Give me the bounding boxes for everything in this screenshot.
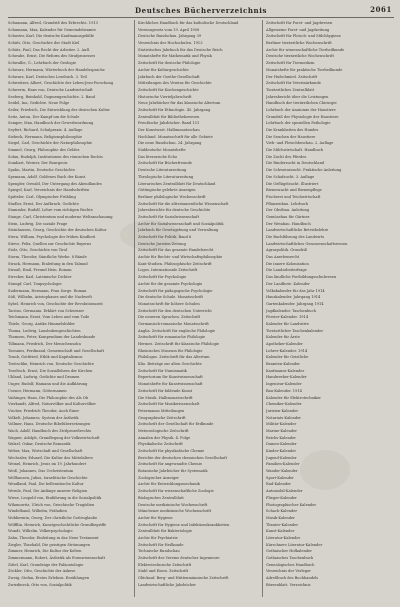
bibliography-entry: Weinel, Heinrich, Jesus im 19. Jahrhundert [8, 462, 87, 467]
bibliography-entry: Stumpf, Carl, Tonpsychologie [8, 281, 62, 286]
bibliography-entry: Vierkandt, Alfred, Naturvölker und Kulturvölker [8, 402, 96, 407]
bibliography-entry: Handbuch der tierärztlichen Chirurgie [266, 101, 337, 106]
bibliography-entry: Die deutsche Schule. Monatsschrift [138, 295, 203, 300]
bibliography-entry: Philologus. Zeitschrift für das Altertum [138, 355, 210, 360]
bibliography-entry: Lehrbuch der speziellen Pathologie [266, 121, 331, 126]
bibliography-entry: Zimmermann, Robert, Ästhetik als Formwissenschaft [8, 556, 106, 560]
bibliography-entry: Zeitschrift für bildende Kunst [138, 388, 193, 393]
bibliography-entry: Die Musik. Halbmonatsschrift [138, 395, 193, 400]
bibliography-entry: Wagner, Adolph, Grundlegung der Volkswirtschaft [8, 435, 100, 440]
bibliography-entry: Sombart, Werner, Der Bourgeois [8, 161, 68, 166]
bibliography-entry: Sybel, Heinrich von, Geschichte der Revolutionszeit [8, 301, 103, 306]
bibliography-entry: Zoologischer Anzeiger [138, 475, 179, 480]
bibliography-entry: Monatsschrift für höhere Schulen [138, 301, 200, 306]
bibliography-entry: Münchener medizinische Wochenschrift [138, 509, 212, 514]
bibliography-entry: Musik-Kalender [266, 515, 295, 520]
bibliography-entry: Zeitschrift für Kirchengeschichte [138, 87, 199, 92]
bibliography-entry: Jahresbericht über die Leistungen [266, 94, 329, 99]
bibliography-entry: Stahl und Eisen. Zeitschrift [138, 569, 189, 574]
bibliography-entry: Windelband, Wilhelm, Präludien [8, 509, 67, 514]
bibliography-entry: Kürschners Literatur-Kalender [266, 542, 323, 547]
bibliography-entry: Kirchliches Handbuch für das katholische Deutschland [138, 21, 239, 25]
bibliography-entry: Stern, William, Psychologie der frühen Kindheit [8, 235, 96, 239]
bibliography-entry: Stein, Ludwig, Die soziale Frage [8, 221, 68, 226]
bibliography-entry: Preußische Jahrbücher. Band 151 [138, 121, 200, 126]
bibliography-entry: Rad-Kalender [266, 482, 292, 487]
bibliography-entry: Siebeck, Hermann, Religionsphilosophie [8, 134, 82, 139]
bibliography-entry: Sport-Kalender [266, 475, 294, 480]
bibliography-entry: Wernle, Paul, Die Anfänge unserer Religion [8, 489, 88, 494]
bibliography-entry: Die Rinderzucht in Deutschland [266, 161, 325, 166]
bibliography-entry: Jahrbuch für Gesetzgebung und Verwaltung [138, 228, 219, 233]
bibliography-entry: Förster-Kalender. 1914 [266, 315, 309, 320]
column-right [266, 20, 394, 601]
column-separator [134, 20, 135, 597]
bibliography-entry: Schumann, Alfred, Grundriß des Erbrechts. 1913 [8, 21, 98, 25]
bibliography-entry: Zeitschrift für den deutschen Unterricht [138, 308, 212, 313]
bibliography-entry: Meteorologische Zeitschrift [138, 428, 189, 433]
bibliography-entry: Zeitschrift für Musikwissenschaft [138, 402, 200, 407]
bibliography-entry: Glückauf. Berg- und Hüttenmännische Zeitschrift [138, 576, 229, 581]
bibliography-entry: Siegel, Carl, Geschichte der Naturphilosophie [8, 141, 93, 146]
bibliography-entry: Schwabe, Ernst, Die Reform des Strafprozesses [8, 54, 96, 59]
bibliography-entry: Seeberg, Reinhold, Dogmengeschichte. 2. Band [8, 94, 96, 99]
bibliography-entry: Schwerin, Hans von, Deutsche Landwirtschaft [8, 87, 93, 92]
bibliography-entry: Juristen-Kalender [266, 408, 299, 413]
bibliography-entry: Die Schafzucht. 3. Auflage [266, 174, 315, 179]
bibliography-entry: Zeitschrift für Veterinärkunde [266, 81, 321, 86]
column-middle [138, 20, 262, 601]
bibliography-entry: Schweitzer, Albert, Geschichte der Leben-Jesu-Forschung [8, 81, 114, 86]
bibliography-entry: Deutsche tierärztliche Wochenschrift [266, 54, 334, 59]
bibliography-entry: Zeitschrift für Forst- und Jagdwesen [266, 21, 333, 25]
bibliography-entry: Die Geflügelzucht. Illustriert [266, 181, 319, 186]
bibliography-entry: Tierärztlicher Taschenkalender [266, 328, 324, 333]
bibliography-entry: Adreßbuch des Buchhandels [266, 576, 319, 581]
bibliography-entry: Kalender für Geistliche [266, 355, 309, 360]
bibliography-entry: Deutsche Juristen-Zeitung [138, 241, 186, 246]
bibliography-entry: Die neueren Sprachen. Zeitschrift [138, 315, 201, 320]
bibliography-entry: Süß, Wilhelm, Aristophanes und die Nachwelt [8, 295, 92, 300]
bibliography-entry: Reichs-Kalender [266, 435, 296, 440]
bibliography-entry: Handwerker-Kalender [266, 375, 307, 380]
bibliography-entry: Jugend-Kalender [266, 455, 297, 460]
bibliography-entry: Kant-Studien. Philosophische Zeitschrift [138, 261, 212, 266]
bibliography-entry: Wobbermin, Georg, Der christliche Gottesglaube [8, 515, 98, 520]
bibliography-entry: Zeitschrift für Heilkunde [138, 542, 184, 547]
bibliography-entry: Stolz, Otto, Geschichte von Tirol [8, 248, 68, 253]
bibliography-entry: Archiv für Psychiatrie [138, 535, 178, 540]
bibliography-entry: Seitz, Anton, Der Kampf um die Schule [8, 114, 80, 119]
bibliography-entry: Deutsche medizinische Wochenschrift [138, 502, 208, 507]
bibliography-entry: Archiv für die gesamte Psychologie [138, 281, 203, 286]
bibliography-entry: Zeitschrift für Sozialwissenschaft [138, 214, 200, 219]
bibliography-entry: Logos. Internationale Zeitschrift [138, 268, 198, 273]
bibliography-entry: Schwalbe, G., Lehrbuch der Geologie [8, 61, 77, 66]
bibliography-entry: Gothaisches Taschenbuch [266, 556, 314, 560]
bibliography-entry: Verzeichnis der Verleger [266, 569, 311, 574]
bibliography-entry: Notariats-Kalender [266, 415, 301, 420]
bibliography-entry: Sudermann, Hermann, Frau Sorge. Roman [8, 288, 87, 293]
bibliography-entry: Wander-Kalender [266, 469, 298, 474]
bibliography-entry: Archiv für Kulturgeschichte [138, 67, 189, 72]
header-rule [8, 17, 394, 18]
bibliography-entry: Die Landarbeiterfrage [266, 268, 307, 273]
bibliography-entry: Anglia. Zeitschrift für englische Philologie [138, 328, 216, 333]
bibliography-entry: Der Obstbau. Anleitung [266, 208, 310, 213]
bibliography-entry: Stadler, Ernst, Der Aufbruch. Gedichte [8, 201, 79, 206]
bibliography-entry: Bienenzucht und Bienenpflege [266, 188, 322, 193]
bibliography-entry: Neue Jahrbücher für das klassische Altertum [138, 101, 221, 106]
bibliography-entry: Zeitschrift für Bücherfreunde [138, 161, 193, 166]
bibliography-entry: Germanisch-romanische Monatsschrift [138, 321, 209, 326]
bibliography-entry: Kalender für Elektrotechniker [266, 395, 321, 400]
bibliography-entry: Zeitschrift für Fleisch- und Milchhygiene [266, 34, 341, 39]
bibliography-entry: Landwirtschaftliche Jahrbücher [138, 582, 196, 587]
bibliography-entry: Theater-Kalender [266, 522, 299, 527]
bibliography-entry: Beamten-Kalender [266, 362, 300, 367]
bibliography-entry: Familien-Kalender [266, 462, 300, 467]
bibliography-entry: Süddeutsche Monatshefte [138, 148, 186, 153]
bibliography-entry: Klio. Beiträge zur alten Geschichte [138, 362, 202, 367]
bibliography-entry: Deutsche Rundschau. Jahrgang 39 [138, 34, 202, 39]
bibliography-entry: Pflanzenbau. Lehrbuch [266, 201, 309, 206]
bibliography-entry: Literarisches Zentralblatt für Deutschland [138, 181, 216, 186]
bibliography-entry: Schwarz, Karl, Deutsches Lesebuch. 3. Teil [8, 74, 87, 79]
bibliography-entry: Spitteler, Carl, Olympischer Frühling [8, 194, 76, 199]
paper-stain [120, 220, 180, 250]
bibliography-entry: Usener, Hermann, Götternamen [8, 388, 67, 393]
bibliography-entry: Allgemeine Forst- und Jagdzeitung [266, 27, 330, 32]
bibliography-entry: Toennies, Ferdinand, Gemeinschaft und Gesellschaft [8, 348, 105, 353]
bibliography-entry: Vischer, Friedrich Theodor, Auch Einer [8, 408, 80, 413]
bibliography-entry: Zöckler, Otto, Geschichte der Askese [8, 569, 76, 574]
bibliography-entry: Zentralblatt für Bakteriologie [138, 529, 192, 534]
bibliography-entry: Zeitschrift für Politik. Band 6 [138, 235, 192, 239]
bibliography-entry: Genealogisches Handbuch [266, 562, 315, 567]
bibliography-entry: Thiele, Georg, Antike Himmelsbilder [8, 321, 75, 326]
bibliography-entry: Wundt, Wilhelm, Völkerpsychologie [8, 529, 73, 534]
bibliography-entry: Archiv für wissenschaftliche Tierheilkunde [266, 47, 345, 52]
column-left [8, 20, 132, 601]
bibliography-entry: Apotheker-Kalender [266, 342, 303, 346]
bibliography-entry: Petermanns Mitteilungen [138, 408, 185, 413]
bibliography-entry: Automobil-Kalender [266, 489, 303, 494]
bibliography-entry: Das ländliche Fortbildungsschulwesen [266, 275, 337, 280]
bibliography-entry: Gartenkalender. Jahrgang 1914 [266, 301, 324, 306]
bibliography-entry: Elektrotechnische Zeitschrift [138, 562, 192, 567]
bibliography-entry: Lehrbuch der Anatomie der Haustiere [266, 107, 336, 112]
bibliography-entry: Berliner philologische Wochenschrift [138, 194, 206, 199]
bibliography-entry: Wendland, Paul, Die hellenistische Kultur [8, 482, 84, 487]
bibliography-entry: Der Kunstwart. Halbmonatsschau [138, 128, 200, 132]
bibliography-entry: Volkelt, Johannes, System der Ästhetik [8, 415, 79, 420]
bibliography-entry: Die Buchführung des Landwirts [266, 235, 325, 239]
bibliography-entry: Archiv für Rechts- und Wirtschaftsphilosophie [138, 255, 223, 260]
bibliography-entry: Zeitschrift des Vereins deutscher Ingenieure [138, 556, 220, 560]
bibliography-entry: Botanische Jahrbücher für Systematik [138, 469, 208, 474]
bibliography-entry: Monatshefte für Kunstwissenschaft [138, 382, 203, 387]
bibliography-entry: Agrarpolitik. Grundriß [266, 248, 308, 253]
bibliography-entry: Hermes. Zeitschrift für klassische Philologie [138, 342, 220, 346]
bibliography-entry: Semper, Max, Handbuch der Gewerbeordnung [8, 121, 94, 126]
bibliography-entry: Marine-Kalender [266, 428, 297, 433]
bibliography-entry: Kalender für Landwirte [266, 321, 309, 326]
bibliography-entry: Traub, Gottfried, Ethik und Kapitalismus [8, 355, 83, 360]
bibliography-entry: Zeitschrift für angewandte Chemie [138, 462, 202, 467]
bibliography-entry: Wechssler, Eduard, Die Kultur des Mittelalters [8, 455, 93, 460]
bibliography-entry: Stange, Carl, Christentum und moderne Weltanschauung [8, 214, 113, 219]
bibliography-entry: Zeitschrift für wissenschaftliche Zoologie [138, 489, 214, 494]
bibliography-entry: Vollmer, Hans, Deutsche Bibelübersetzungen [8, 422, 91, 427]
bibliography-entry: Zeitschrift für die alttestamentliche Wissenschaft [138, 201, 229, 206]
bibliography-entry: Der Landbote. Kalender [266, 281, 310, 286]
bibliography-entry: Flieger-Kalender [266, 495, 297, 500]
bibliography-entry: Thoma, Ludwig, Lausbubengeschichten [8, 328, 81, 333]
bibliography-entry: Kinder-Kalender [266, 449, 297, 453]
bibliography-entry: Landwirtschaftliches Genossenschaftswesen [266, 241, 348, 246]
bibliography-entry: Vaihinger, Hans, Die Philosophie des Als Ob [8, 395, 89, 400]
bibliography-entry: Kaufmanns-Kalender [266, 368, 305, 373]
bibliography-entry: Wölfflin, Heinrich, Kunstgeschichtliche Grundbegriffe [8, 522, 107, 527]
bibliography-entry: Mitteilungen des Vereins für Geschichte [138, 81, 212, 86]
bibliography-entry: Strecker, Karl, Lateinische Dichter [8, 275, 72, 280]
bibliography-entry: Der Hufschmied. Zeitschrift [266, 74, 318, 79]
bibliography-entry: Treitschke, Heinrich von, Deutsche Geschichte [8, 362, 94, 367]
bibliography-entry: Monatshefte für Mathematik und Physik [138, 54, 212, 59]
bibliography-entry: Der Weinbau. Handbuch [266, 221, 311, 226]
bibliography-entry: Verzeichnis der Hochschulen. 1913 [138, 41, 203, 46]
bibliography-entry: Die Seuchen der Haustiere [266, 134, 316, 139]
bibliography-entry: Zeitschrift für pädagogische Psychologie [138, 288, 213, 293]
bibliography-entry: Wach, Adolf, Handbuch des Zivilprozeßrechts [8, 428, 92, 433]
bibliography-entry: Schach-Kalender [266, 509, 298, 514]
bibliography-entry: Zeitschrift für Numismatik [138, 368, 187, 373]
bibliography-entry: Teichmann, Ernst, Vom Leben und vom Tode [8, 315, 90, 320]
bibliography-entry: Vieh- und Fleischbeschau. 2. Auflage [266, 141, 334, 146]
bibliography-entry: Die Schweinezucht. Praktische Anleitung [266, 168, 342, 173]
bibliography-entry: Biologisches Zentralblatt [138, 495, 184, 500]
bibliography-entry: Spemann, Adolf, Goldenes Buch der Kunst [8, 174, 86, 179]
bibliography-entry: Zeitschrift für Ethnologie. 45. Jahrgang [138, 107, 211, 112]
bibliography-entry: Vereinsgesetz vom 19. April 1908 [138, 27, 200, 32]
bibliography-entry: Schuster, Karl, Die deutsche Kaufmannsgehilfe [8, 34, 95, 39]
bibliography-entry: Zentralblatt für Bibliothekswesen [138, 114, 200, 119]
bibliography-entry: Zeitschrift für Psychologie [138, 275, 187, 280]
bibliography-entry: Simmel, Georg, Philosophie des Geldes [8, 148, 80, 153]
bibliography-entry: Wilamowitz, Ulrich von, Griechische Tragödien [8, 502, 95, 507]
bibliography-entry: Geographische Zeitschrift [138, 415, 186, 420]
bibliography-entry: Wiese, Leopold von, Einführung in die Sozialpolitik [8, 495, 102, 500]
bibliography-entry: Zweig, Stefan, Erstes Erlebnis. Erzählungen [8, 576, 90, 581]
bibliography-entry: Schwarz, Hermann, Wörterbuch der Handelssprache [8, 67, 105, 72]
bibliography-entry: Archiv für Hygiene [138, 515, 173, 520]
bibliography-entry: Zeitschrift für deutsche Philologie [138, 61, 201, 66]
bibliography-entry: Stammler, Rudolf, Lehre vom richtigen Rechte [8, 208, 93, 213]
bibliography-entry: Archiv für Sozialwissenschaft und Sozialpolitik [138, 221, 224, 226]
bibliography-entry: Bau-Kalender. 1914 [266, 388, 302, 393]
bibliography-entry: Jahrbuch der Goethe-Gesellschaft [138, 74, 200, 79]
bibliography-entry: Walzel, Oskar, Deutsche Romantik [8, 442, 71, 447]
bibliography-entry: Die Krankheiten des Hundes [266, 128, 319, 132]
bibliography-entry: Das Anerbenrecht [266, 255, 300, 260]
bibliography-entry: Archiv für Entwicklungsmechanik [138, 482, 200, 487]
bibliography-entry: Fischerei und Teichwirtschaft [266, 194, 321, 199]
bibliography-entry: Chemiker-Kalender [266, 402, 302, 407]
bibliography-entry: Strauß, Emil, Freund Hein. Roman [8, 268, 72, 273]
bibliography-entry: Zimmer, Heinrich, Die Kultur der Kelten [8, 549, 82, 554]
bibliography-entry: Die Milchwirtschaft. Handbuch [266, 148, 324, 153]
bibliography-entry: Ziegler, Theobald, Die geistigen Strömungen [8, 542, 90, 547]
bibliography-entry: Berichte der deutschen chemischen Gesellschaft [138, 455, 228, 460]
bibliography-entry: Monatshefte für praktische Tierheilkunde [266, 67, 343, 72]
bibliography-entry: Schütt, Otto, Geschichte der Stadt Kiel [8, 41, 80, 46]
bibliography-entry: Grundriß der Physiologie der Haustiere [266, 114, 339, 119]
bibliography-entry: Photographischer Kalender [266, 502, 317, 507]
bibliography-entry: Troeltsch, Ernst, Die Soziallehren der Kirchen [8, 368, 93, 373]
bibliography-entry: Uhland, Ludwig, Gedichte und Dramen [8, 375, 80, 380]
bibliography-entry: Gemüsebau für Gärtner [266, 214, 310, 219]
bibliography-entry: Jagdkalender. Taschenbuch [266, 308, 316, 313]
bibliography-entry: Weber, Max, Wirtschaft und Gesellschaft [8, 449, 83, 453]
bibliography-entry: Zeitschrift der Gesellschaft für Erdkunde [138, 422, 214, 427]
bibliography-entry: Theologische Literaturzeitung [138, 174, 194, 179]
bibliography-entry: Gothaischer Hofkalender [266, 549, 312, 554]
bibliography-entry: Lehrer-Kalender. 1914 [266, 348, 308, 353]
bibliography-entry: Die neue Rundschau. 24. Jahrgang [138, 141, 202, 146]
bibliography-entry: Schütz, Paul, Das Recht der Arbeiter. 2. Aufl. [8, 47, 91, 52]
bibliography-entry: Zahn, Theodor, Einleitung in das Neue Testament [8, 535, 99, 540]
bibliography-entry: Spiegel, Karl, Verzeichnis der Handschriften [8, 188, 90, 193]
bibliography-entry: Zeitschrift für das gesamte Handelsrecht [138, 248, 214, 253]
bibliography-entry: Kunst-Kalender [266, 529, 295, 534]
bibliography-entry: Tierärztliches Zentralblatt [266, 87, 315, 92]
bibliography-entry: Zwiedineck, Otto von, Sozialpolitik [8, 582, 72, 587]
bibliography-entry: Zeitschrift für Hygiene und Infektionskrankheiten [138, 522, 230, 527]
bibliography-entry: Göttingische gelehrte Anzeigen [138, 188, 196, 193]
bibliography-entry: Stieve, Felix, Quellen zur Geschichte Bayerns [8, 241, 92, 246]
bibliography-entry: Tillmann, Friedrich, Der Menschensohn [8, 342, 81, 346]
bibliography-entry: Technische Rundschau [138, 549, 180, 554]
bibliography-entry: Spahn, Martin, Deutsche Geschichte [8, 168, 75, 173]
bibliography-entry: Tacitus, Germania. Erklärt von Schweizer [8, 308, 85, 313]
bibliography-entry: Das literarische Echo [138, 154, 178, 159]
bibliography-entry: Annalen der Physik. 4. Folge [138, 435, 191, 440]
bibliography-entry: Physikalische Zeitschrift [138, 442, 183, 447]
bibliography-entry: Hauskalender. Jahrgang 1914 [266, 295, 321, 300]
bibliography-entry: Jahresberichte für deutsche Geschichte [138, 208, 211, 213]
bibliography-entry: Kalender für Ärzte [266, 335, 300, 340]
bibliography-entry: Landwirtschaftliche Betriebslehre [266, 228, 329, 233]
bibliography-entry: Weiß, Johannes, Das Urchristentum [8, 469, 74, 474]
bibliography-entry: Deutsche Literaturzeitung [138, 168, 187, 173]
bibliography-entry: Historische Vierteljahrschrift [138, 94, 192, 99]
bibliography-entry: Wellhausen, Julius, Israelitische Geschichte [8, 475, 88, 480]
bibliography-entry: Rheinisches Museum für Philologie [138, 348, 203, 353]
column-separator [262, 20, 263, 597]
bibliography-entry: Militär-Kalender [266, 422, 297, 427]
bibliography-entry: Storm, Theodor, Sämtliche Werke. 8 Bände [8, 255, 87, 260]
bibliography-entry: Literatur-Kalender [266, 535, 301, 540]
bibliography-entry: Seyfert, Richard, Schulpraxis. 4. Auflage [8, 128, 83, 132]
bibliography-entry: Zeitschrift für Tiermedizin [266, 61, 315, 66]
bibliography-entry: Börsenblatt. Verzeichnis [266, 582, 311, 587]
bibliography-entry: Zittel, Karl, Grundzüge der Paläontologie [8, 562, 84, 567]
bibliography-entry: Unger, Rudolf, Hamann und die Aufklärung [8, 382, 88, 387]
bibliography-entry: Sohm, Rudolph, Institutionen des römischen Rechts [8, 154, 103, 159]
bibliography-entry: Die innere Kolonisation [266, 261, 309, 266]
bibliography-entry: Statistisches Jahrbuch für das Deutsche Reich [138, 47, 223, 52]
header-title: Deutsches Bücherverzeichnis [134, 5, 267, 15]
bibliography-entry: Volkskalender für das Jahr 1914 [266, 288, 325, 293]
bibliography-entry: Spengler, Oswald, Der Untergang des Abendlandes [8, 181, 102, 186]
bibliography-entry: Berliner tierärztliche Wochenschrift [266, 41, 332, 46]
bibliography-entry: Ingenieur-Kalender [266, 382, 302, 387]
bibliography-entry: Seidel, Ina, Gedichte. Neue Folge [8, 101, 70, 106]
bibliography-entry: Steinhausen, Georg, Geschichte der deutschen Kultur [8, 228, 107, 233]
bibliography-entry: Strack, Hermann, Einleitung in den Talmud [8, 261, 88, 266]
bibliography-entry: Repertorium für Kunstwissenschaft [138, 375, 203, 380]
running-header [10, 4, 392, 16]
bibliography-entry: Die Zucht des Pferdes [266, 154, 307, 159]
bibliography-entry: Hochland. Monatsschrift für alle Gebiete [138, 134, 213, 139]
bibliography-entry: Seiler, Friedrich, Die Entwicklung der deutschen Kultur [8, 107, 110, 112]
bibliography-entry: Thomsen, Peter, Kompendium der Landeskunde [8, 335, 96, 340]
bibliography-entry: Damen-Kalender [266, 442, 297, 447]
bibliography-entry: Zeitschrift für physikalische Chemie [138, 449, 205, 453]
bibliography-entry: Schumann, Max, Kalender für Gemeindebeamte [8, 27, 96, 32]
bibliography-entry: Zeitschrift für romanische Philologie [138, 335, 206, 340]
paper-stain [300, 450, 350, 490]
page-number: 2061 [370, 5, 392, 14]
